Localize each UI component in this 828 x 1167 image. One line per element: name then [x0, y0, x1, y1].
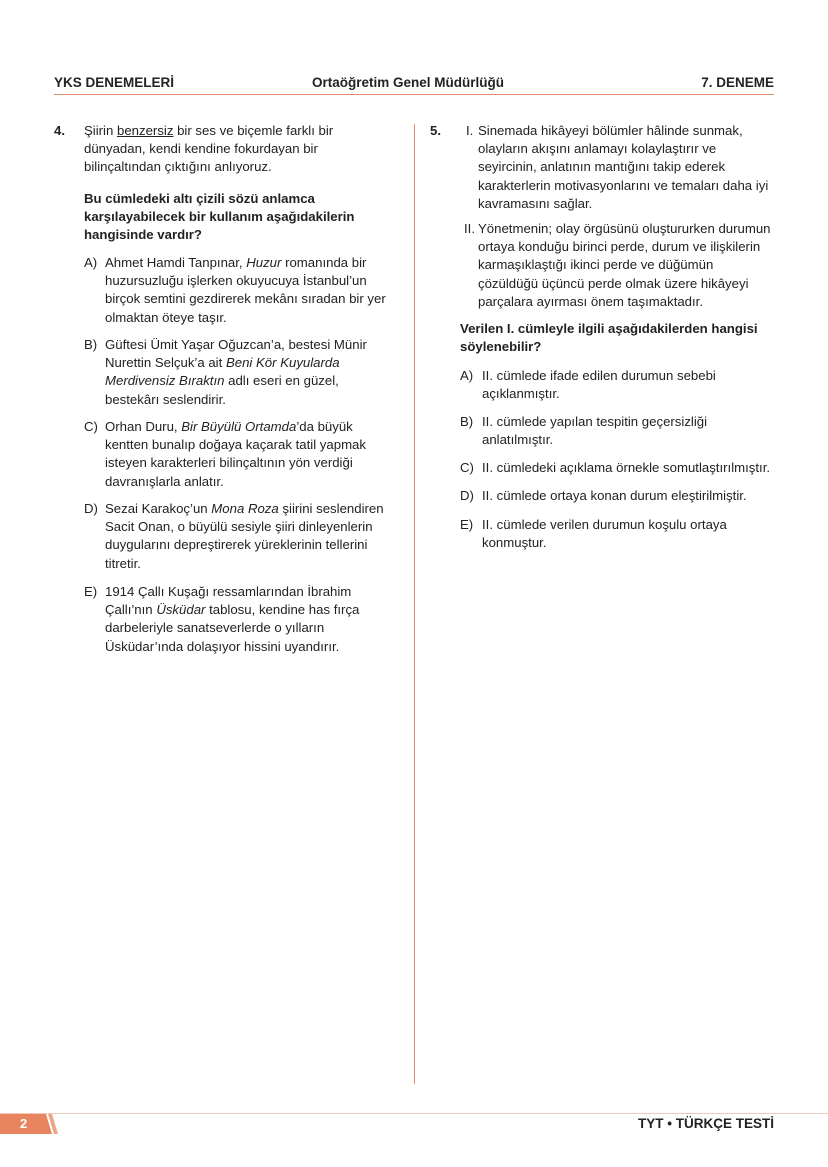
option-text: II. cümlede ifade edilen durumun sebebi açıklanmıştır.: [482, 368, 716, 402]
question-4-stem: Şiirin benzersiz bir ses ve biçemle farklı bir dünyadan, kendi kendine fokurdayan bir bilinçaltından çıktığını anlıyoruz.: [84, 123, 334, 175]
question-5-number: 5.: [430, 123, 441, 138]
option-text: 1914 Çallı Kuşağı ressamlarından İbrahim Çallı’nın Üsküdar tablosu, kendine has fırça darbeleriyle sanatseverlerde o yılların Üsküdar’ında dolaşıyor hissini uyandırır.: [105, 584, 360, 654]
option-label: E): [84, 584, 98, 599]
option-text: Ahmet Hamdi Tanpınar, Huzur romanında bir huzursuzluğu işlerken okuyucuya İstanbul’un birçok semtini gezdirerek mekânı sıradan bir yer olmaktan öteye taşır.: [105, 255, 386, 325]
column-divider: [414, 124, 415, 1084]
option-label: B): [84, 337, 98, 352]
statement-text: Sinemada hikâyeyi bölümler hâlinde sunmak, olayların akışını anlamayı kolaylaştırır ve seyircinin, anlatının mantığını takip ederek karakterlerin motivasyonlarını ve temaları daha iyi kavramasını sağlar.: [478, 123, 769, 211]
page-number-tab: [0, 1114, 58, 1134]
statement-text: Yönetmenin; olay örgüsünü oluştururken durumun ortaya konduğu birinci perde, durum ve ilişkilerin karmaşıklaştığı ikinci perde ve düğümün çözüldüğü üçüncü perde olmak üzere hikâyeyi parçalara ayırması önem taşımaktadır.: [478, 221, 771, 309]
footer-rule: [0, 1113, 828, 1114]
option-label: C): [84, 419, 98, 434]
option-text: II. cümlede verilen durumun koşulu ortaya konmuştur.: [482, 517, 727, 551]
option-text: Güftesi Ümit Yaşar Oğuzcan’a, bestesi Münir Nurettin Selçuk’a ait Beni Kör Kuyularda Merdivensiz Bıraktın adlı eseri en güzel, bestekârı seslendirir.: [105, 337, 367, 407]
option-text: II. cümledeki açıklama örnekle somutlaştırılmıştır.: [482, 460, 771, 475]
option-label: D): [84, 501, 98, 516]
option-label: C): [460, 460, 474, 475]
header-rule: [54, 94, 774, 95]
question-4-prompt: Bu cümledeki altı çizili sözü anlamca karşılayabilecek bir kullanım aşağıdakilerin hangisinde vardır?: [84, 191, 355, 243]
question-5-prompt: Verilen I. cümleyle ilgili aşağıdakilerden hangisi söylenebilir?: [460, 321, 758, 355]
option-text: Sezai Karakoç’un Mona Roza şiirini seslendiren Sacit Onan, o büyülü sesiyle şiiri dinleyenlerin duygularını depreştirerek yüreklerinin tellerini titretir.: [105, 501, 384, 571]
option-label: A): [84, 255, 98, 270]
header-right-title: 7. DENEME: [701, 75, 774, 90]
option-label: B): [460, 414, 474, 429]
underlined-word: benzersiz: [116, 123, 174, 138]
page-number: 2: [20, 1116, 28, 1131]
option-label: A): [460, 368, 474, 383]
header-center-title: Ortaöğretim Genel Müdürlüğü: [312, 75, 505, 90]
statement-label: I.: [466, 123, 474, 138]
option-text: II. cümlede yapılan tespitin geçersizliği anlatılmıştır.: [482, 414, 708, 448]
statement-label: II.: [464, 221, 475, 236]
option-label: E): [460, 517, 474, 532]
footer-test-title: TYT • TÜRKÇE TESTİ: [638, 1116, 774, 1131]
option-text: II. cümlede ortaya konan durum eleştirilmiştir.: [482, 488, 747, 503]
header-left-title: YKS DENEMELERİ: [54, 75, 175, 90]
option-text: Orhan Duru, Bir Büyülü Ortamda’da büyük kentten bunalıp doğaya kaçarak tatil yapmak isteyen karakterleri bilinçaltının yön verdiği davranışlarla anlatır.: [105, 419, 366, 489]
question-4-number: 4.: [54, 123, 65, 138]
option-label: D): [460, 488, 474, 503]
